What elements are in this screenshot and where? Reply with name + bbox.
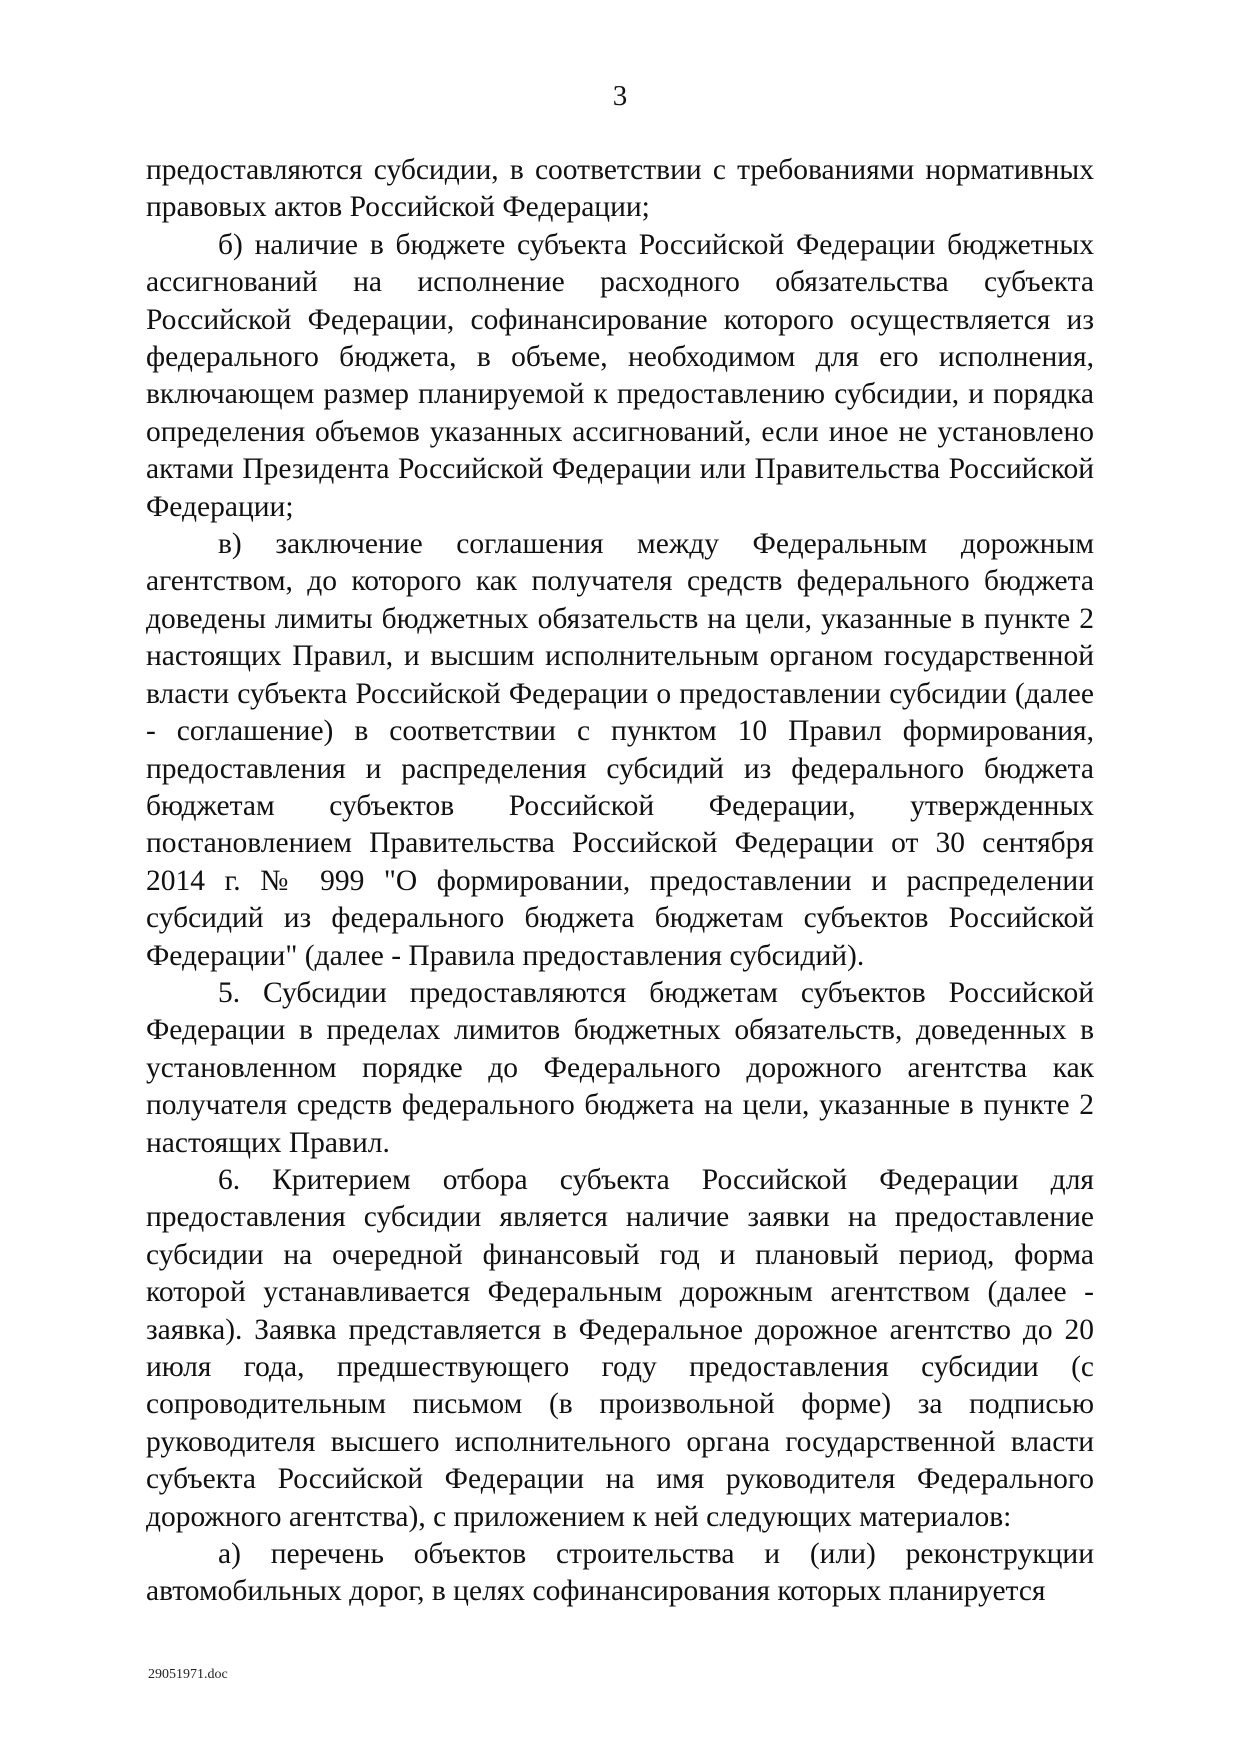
paragraph-item-v: в) заключение соглашения между Федеральным дорожным агентством, до которого как получателя средств федерального бюджета доведены лимиты бюджетных обязательств на цели, указанные в пункте 2 настоящих Правил, и высшим исполнительным органом государственной власти субъекта Российской Федерации о предоставлении субсидии (далее - соглашение) в соответствии с пунктом 10 Правил формирования, предоставления и распределения субсидий из федерального бюджета бюджетам субъектов Российской Федерации, утвержденных постановлением Правительства Российской Федерации от 30 сентября 2014 г. № 999 "О формировании, предоставлении и распределении субсидий из федерального бюджета бюджетам субъектов Российской Федерации" (далее - Правила предоставления субсидий).	[146, 528, 1094, 972]
paragraph-item-a: а) перечень объектов строительства и (или) реконструкции автомобильных дорог, в целях софинансирования которых планируется	[146, 1538, 1094, 1608]
page-number: 3	[612, 80, 628, 112]
paragraph-continuation: предоставляются субсидии, в соответствии с требованиями нормативных правовых актов Российской Федерации;	[146, 154, 1094, 224]
paragraph-item-b: б) наличие в бюджете субъекта Российской Федерации бюджетных ассигнований на исполнение расходного обязательства субъекта Российской Федерации, софинансирование которого осуществляется из федерального бюджета, в объеме, необходимом для его исполнения, включающем размер планируемой к предоставлению субсидии, и порядка определения объемов указанных ассигнований, если иное не установлено актами Президента Российской Федерации или Правительства Российской Федерации;	[146, 228, 1094, 523]
footer-filename: 29051971.doc	[148, 1667, 228, 1682]
document-body	[146, 152, 1094, 1611]
paragraph-clause-5: 5. Субсидии предоставляются бюджетам субъектов Российской Федерации в пределах лимитов бюджетных обязательств, доведенных в установленном порядке до Федерального дорожного агентства как получателя средств федерального бюджета на цели, указанные в пункте 2 настоящих Правил.	[146, 976, 1094, 1159]
paragraph-clause-6: 6. Критерием отбора субъекта Российской Федерации для предоставления субсидии является наличие заявки на предоставление субсидии на очередной финансовый год и плановый период, форма которой устанавливается Федеральным дорожным агентством (далее - заявка). Заявка представляется в Федеральное дорожное агентство до 20 июля года, предшествующего году предоставления субсидии (с сопроводительным письмом (в произвольной форме) за подписью руководителя высшего исполнительного органа государственной власти субъекта Российской Федерации на имя руководителя Федерального дорожного агентства), с приложением к ней следующих материалов:	[146, 1163, 1094, 1533]
